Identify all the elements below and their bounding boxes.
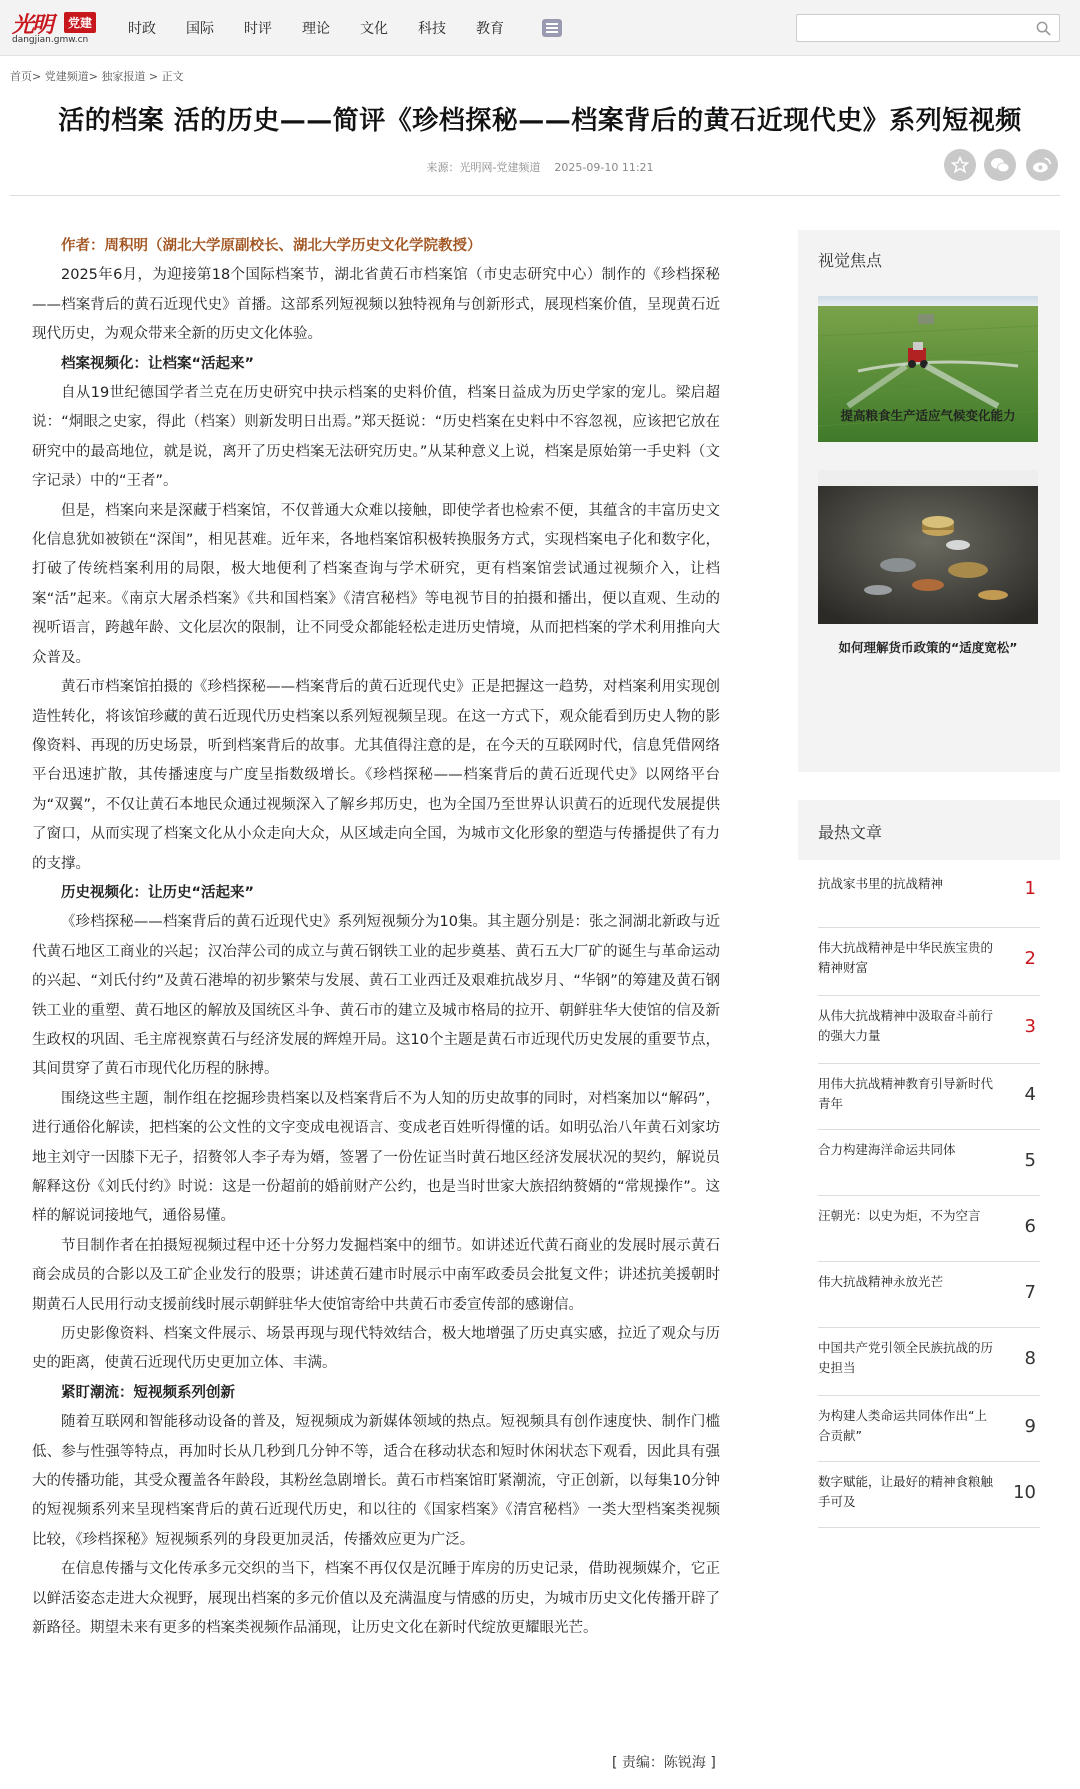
hot-article-title[interactable]: 用伟大抗战精神教育引导新时代青年 bbox=[818, 1076, 994, 1111]
logo-badge: 党建 bbox=[64, 12, 96, 33]
breadcrumb: 首页> 党建频道> 独家报道 > 正文 bbox=[10, 70, 184, 83]
hot-article-rank: 6 bbox=[1024, 1216, 1036, 1237]
weibo-icon[interactable] bbox=[1026, 149, 1058, 181]
nav-item-wenhua[interactable]: 文化 bbox=[360, 21, 388, 37]
hot-article-item[interactable] bbox=[818, 1196, 1040, 1262]
hot-articles-title: 最热文章 bbox=[818, 823, 883, 842]
wechat-icon[interactable] bbox=[984, 149, 1016, 181]
hot-article-rank: 3 bbox=[1024, 1016, 1036, 1037]
hot-article-title[interactable]: 抗战家书里的抗战精神 bbox=[818, 876, 944, 891]
hot-article-item[interactable] bbox=[818, 866, 1040, 928]
section-heading: 紧盯潮流：短视频系列创新 bbox=[61, 1384, 235, 1401]
paragraph: 2025年6月，为迎接第18个国际档案节，湖北省黄石市档案馆（市史志研究中心）制作的《珍档探秘——档案背后的黄石近现代史》首播。这部系列短视频以独特视角与创新形式，展现档案价值，呈现黄石近现代历史，为观众带来全新的历史文化体验。 bbox=[32, 267, 720, 343]
hot-article-title[interactable]: 伟大抗战精神永放光芒 bbox=[818, 1274, 944, 1289]
nav-item-keji[interactable]: 科技 bbox=[418, 21, 446, 37]
hot-article-rank: 2 bbox=[1024, 948, 1036, 969]
nav-item-guoji[interactable]: 国际 bbox=[186, 21, 214, 37]
paragraph: 历史影像资料、档案文件展示、场景再现与现代特效结合，极大地增强了历史真实感，拉近了观众与历史的距离，使黄石近现代历史更加立体、丰满。 bbox=[32, 1326, 720, 1372]
paragraph: 围绕这些主题，制作组在挖掘珍贵档案以及档案背后不为人知的历史故事的同时，对档案加以“解码”，进行通俗化解读，把档案的公文性的文字变成电视语言、变成老百姓听得懂的话。如明弘治八年黄石刘家坊地主刘守一因膝下无子，招赘邻人李子寿为婿，签署了一份佐证当时黄石地区经济发展状况的契约，解说员解释这份《刘氏付约》时说：这是一份超前的婚前财产公约，也是当时世家大族招纳赘婿的“常规操作”。这样的解说词接地气，通俗易懂。 bbox=[32, 1090, 720, 1225]
breadcrumb-home[interactable]: 首页 bbox=[10, 70, 32, 83]
logo-text: 光明 bbox=[12, 12, 53, 38]
focus-caption[interactable]: 如何理解货币政策的“适度宽松” bbox=[838, 640, 1018, 655]
focus-caption[interactable]: 提高粮食生产适应气候变化能力 bbox=[840, 408, 1016, 423]
paragraph: 但是，档案向来是深藏于档案馆，不仅普通大众难以接触，即使学者也检索不便，其蕴含的丰富历史文化信息犹如被锁在“深闺”，相见甚难。近年来，各地档案馆积极转换服务方式，实现档案电子化和数字化，打破了传统档案利用的局限，极大地便利了档案查询与学术研究，更有档案馆尝试通过视频介入，让档案“活”起来。《南京大屠杀档案》《共和国档案》《清宫秘档》等电视节目的拍摄和播出，便以直观、生动的视听语言，跨越年龄、文化层次的限制，让不同受众都能轻松走进历史情境，从而把档案的学术利用推向大众普及。 bbox=[32, 502, 720, 666]
paragraph: 节目制作者在拍摄短视频过程中还十分努力发掘档案中的细节。如讲述近代黄石商业的发展时展示黄石商会成员的合影以及工矿企业发行的股票；讲述黄石建市时展示中南军政委员会批复文件；讲述抗美援朝时期黄石人民用行动支援前线时展示朝鲜驻华大使馆寄给中共黄石市委宣传部的感谢信。 bbox=[32, 1237, 720, 1313]
visual-focus-title: 视觉焦点 bbox=[818, 251, 883, 270]
header-divider bbox=[10, 195, 1060, 196]
hot-article-item[interactable] bbox=[818, 1262, 1040, 1328]
breadcrumb-channel[interactable]: 党建频道 bbox=[44, 70, 89, 83]
hot-article-title[interactable]: 汪朝光：以史为炬，不为空言 bbox=[818, 1208, 981, 1223]
hot-article-rank: 7 bbox=[1024, 1282, 1036, 1303]
hot-article-title[interactable]: 伟大抗战精神是中华民族宝贵的精神财富 bbox=[818, 940, 994, 975]
hot-article-rank: 1 bbox=[1024, 878, 1036, 899]
main-nav bbox=[128, 0, 562, 56]
paragraph: 在信息传播与文化传承多元交织的当下，档案不再仅仅是沉睡于库房的历史记录，借助视频媒介，它正以鲜活姿态走进大众视野，展现出档案的多元价值以及充满温度与情感的历史，为城市历史文化传播开辟了新路径。期望未来有更多的档案类视频作品涌现，让历史文化在新时代绽放更耀眼光芒。 bbox=[32, 1561, 720, 1637]
section-heading: 档案视频化：让档案“活起来” bbox=[61, 355, 255, 372]
article-source: 来源：光明网-党建频道 bbox=[426, 161, 541, 174]
paragraph: 《珍档探秘——档案背后的黄石近现代史》系列短视频分为10集。其主题分别是：张之洞湖北新政与近代黄石地区工商业的兴起；汉冶萍公司的成立与黄石钢铁工业的起步奠基、黄石五大厂矿的诞生与革命运动的兴起、“刘氏付约”及黄石港埠的初步繁荣与发展、黄石工业西迁及艰难抗战岁月、“华钢”的筹建及黄石钢铁工业的重塑、黄石地区的解放及国统区斗争、黄石市的建立及城市格局的拉开、朝鲜驻华大使馆的信及新生政权的巩固、毛主席视察黄石与经济发展的辉煌开局。这10个主题是黄石市近现代历史发展的重要节点，其间贯穿了黄石市现代化历程的脉搏。 bbox=[32, 914, 720, 1078]
site-logo[interactable] bbox=[10, 8, 100, 48]
article-author: 作者：周积明（湖北大学原副校长、湖北大学历史文化学院教授） bbox=[61, 238, 482, 254]
hot-article-title[interactable]: 合力构建海洋命运共同体 bbox=[818, 1142, 956, 1157]
hot-article-item[interactable] bbox=[818, 1328, 1040, 1396]
hot-article-rank: 9 bbox=[1024, 1416, 1036, 1437]
search-input[interactable] bbox=[803, 19, 1023, 37]
hot-articles-panel bbox=[798, 800, 1060, 1520]
paragraph: 随着互联网和智能移动设备的普及，短视频成为新媒体领域的热点。短视频具有创作速度快、制作门槛低、参与性强等特点，再加时长从几秒到几分钟不等，适合在移动状态和短时休闲状态下观看，因此具有强大的传播功能，其受众覆盖各年龄段，其粉丝急剧增长。黄石市档案馆盯紧潮流，守正创新，以每集10分钟的短视频系列来呈现档案背后的黄石近现代历史，和以往的《国家档案》《清宫秘档》一类大型档案类视频比较，《珍档探秘》短视频系列的身段更加灵活，传播效应更为广泛。 bbox=[32, 1414, 720, 1548]
hot-article-rank: 10 bbox=[1013, 1482, 1036, 1503]
article-editor: [ 责编：陈锐海 ] bbox=[612, 1755, 716, 1771]
breadcrumb-section[interactable]: 独家报道 bbox=[101, 70, 146, 83]
paragraph: 黄石市档案馆拍摄的《珍档探秘——档案背后的黄石近现代史》正是把握这一趋势，对档案利用实现创造性转化，将该馆珍藏的黄石近现代历史档案以系列短视频呈现。在这一方式下，观众能看到历史人物的影像资料、再现的历史场景，听到档案背后的故事。尤其值得注意的是，在今天的互联网时代，信息凭借网络平台迅速扩散，其传播速度与广度呈指数级增长。《珍档探秘——档案背后的黄石近现代史》以网络平台为“双翼”，不仅让黄石本地民众通过视频深入了解乡邦历史，也为全国乃至世界认识黄石的近现代发展提供了窗口，从而实现了档案文化从小众走向大众，从区域走向全国，为城市文化形象的塑造与传播提供了有力的支撑。 bbox=[32, 679, 720, 872]
nav-item-shiping[interactable]: 时评 bbox=[244, 21, 272, 37]
hot-article-item[interactable] bbox=[818, 1462, 1040, 1528]
hot-article-item[interactable] bbox=[818, 1396, 1040, 1462]
hot-article-item[interactable] bbox=[818, 928, 1040, 996]
hot-article-title[interactable]: 中国共产党引领全民族抗战的历史担当 bbox=[818, 1340, 994, 1375]
nav-item-lilun[interactable]: 理论 bbox=[302, 21, 330, 37]
section-heading: 历史视频化：让历史“活起来” bbox=[61, 884, 255, 901]
article-datetime: 2025-09-10 11:21 bbox=[554, 161, 654, 174]
favorite-star-icon[interactable] bbox=[944, 149, 976, 181]
hot-article-title[interactable]: 为构建人类命运共同体作出“上合贡献” bbox=[818, 1408, 987, 1443]
paragraph: 自从19世纪德国学者兰克在历史研究中抉示档案的史料价值，档案日益成为历史学家的宠儿。梁启超说：“烔眼之史家，得此（档案）则新发明日出焉。”郑天挺说：“历史档案在史料中不容忽视，应该把它放在研究中的最高地位，就是说，离开了历史档案无法研究历史。”从某种意义上说，档案是原始第一手史料（文字记录）中的“王者”。 bbox=[32, 385, 720, 490]
nav-item-jiaoyu[interactable]: 教育 bbox=[476, 21, 504, 37]
hot-article-title[interactable]: 数字赋能，让最好的精神食粮触手可及 bbox=[818, 1474, 994, 1509]
article-title: 活的档案 活的历史——简评《珍档探秘——档案背后的黄石近现代史》系列短视频 bbox=[58, 106, 1022, 136]
visual-focus-panel bbox=[798, 230, 1060, 772]
hot-article-item[interactable] bbox=[818, 996, 1040, 1064]
hot-article-rank: 5 bbox=[1024, 1150, 1036, 1171]
hot-article-title[interactable]: 从伟大抗战精神中汲取奋斗前行的强大力量 bbox=[818, 1008, 994, 1043]
article-body bbox=[32, 232, 720, 1644]
breadcrumb-current: 正文 bbox=[161, 70, 184, 83]
search-icon[interactable] bbox=[1036, 21, 1051, 36]
search-box bbox=[796, 14, 1060, 42]
coins-photo[interactable] bbox=[818, 470, 1038, 624]
hot-article-rank: 8 bbox=[1024, 1348, 1036, 1369]
nav-item-shizheng[interactable]: 时政 bbox=[128, 21, 156, 37]
top-header bbox=[0, 0, 1080, 56]
article-meta bbox=[0, 159, 1080, 175]
hot-article-item[interactable] bbox=[818, 1064, 1040, 1130]
hot-article-item[interactable] bbox=[818, 1130, 1040, 1196]
menu-list-icon[interactable] bbox=[542, 19, 562, 37]
logo-url: dangjian.gmw.cn bbox=[12, 35, 89, 45]
hot-article-rank: 4 bbox=[1024, 1084, 1036, 1105]
